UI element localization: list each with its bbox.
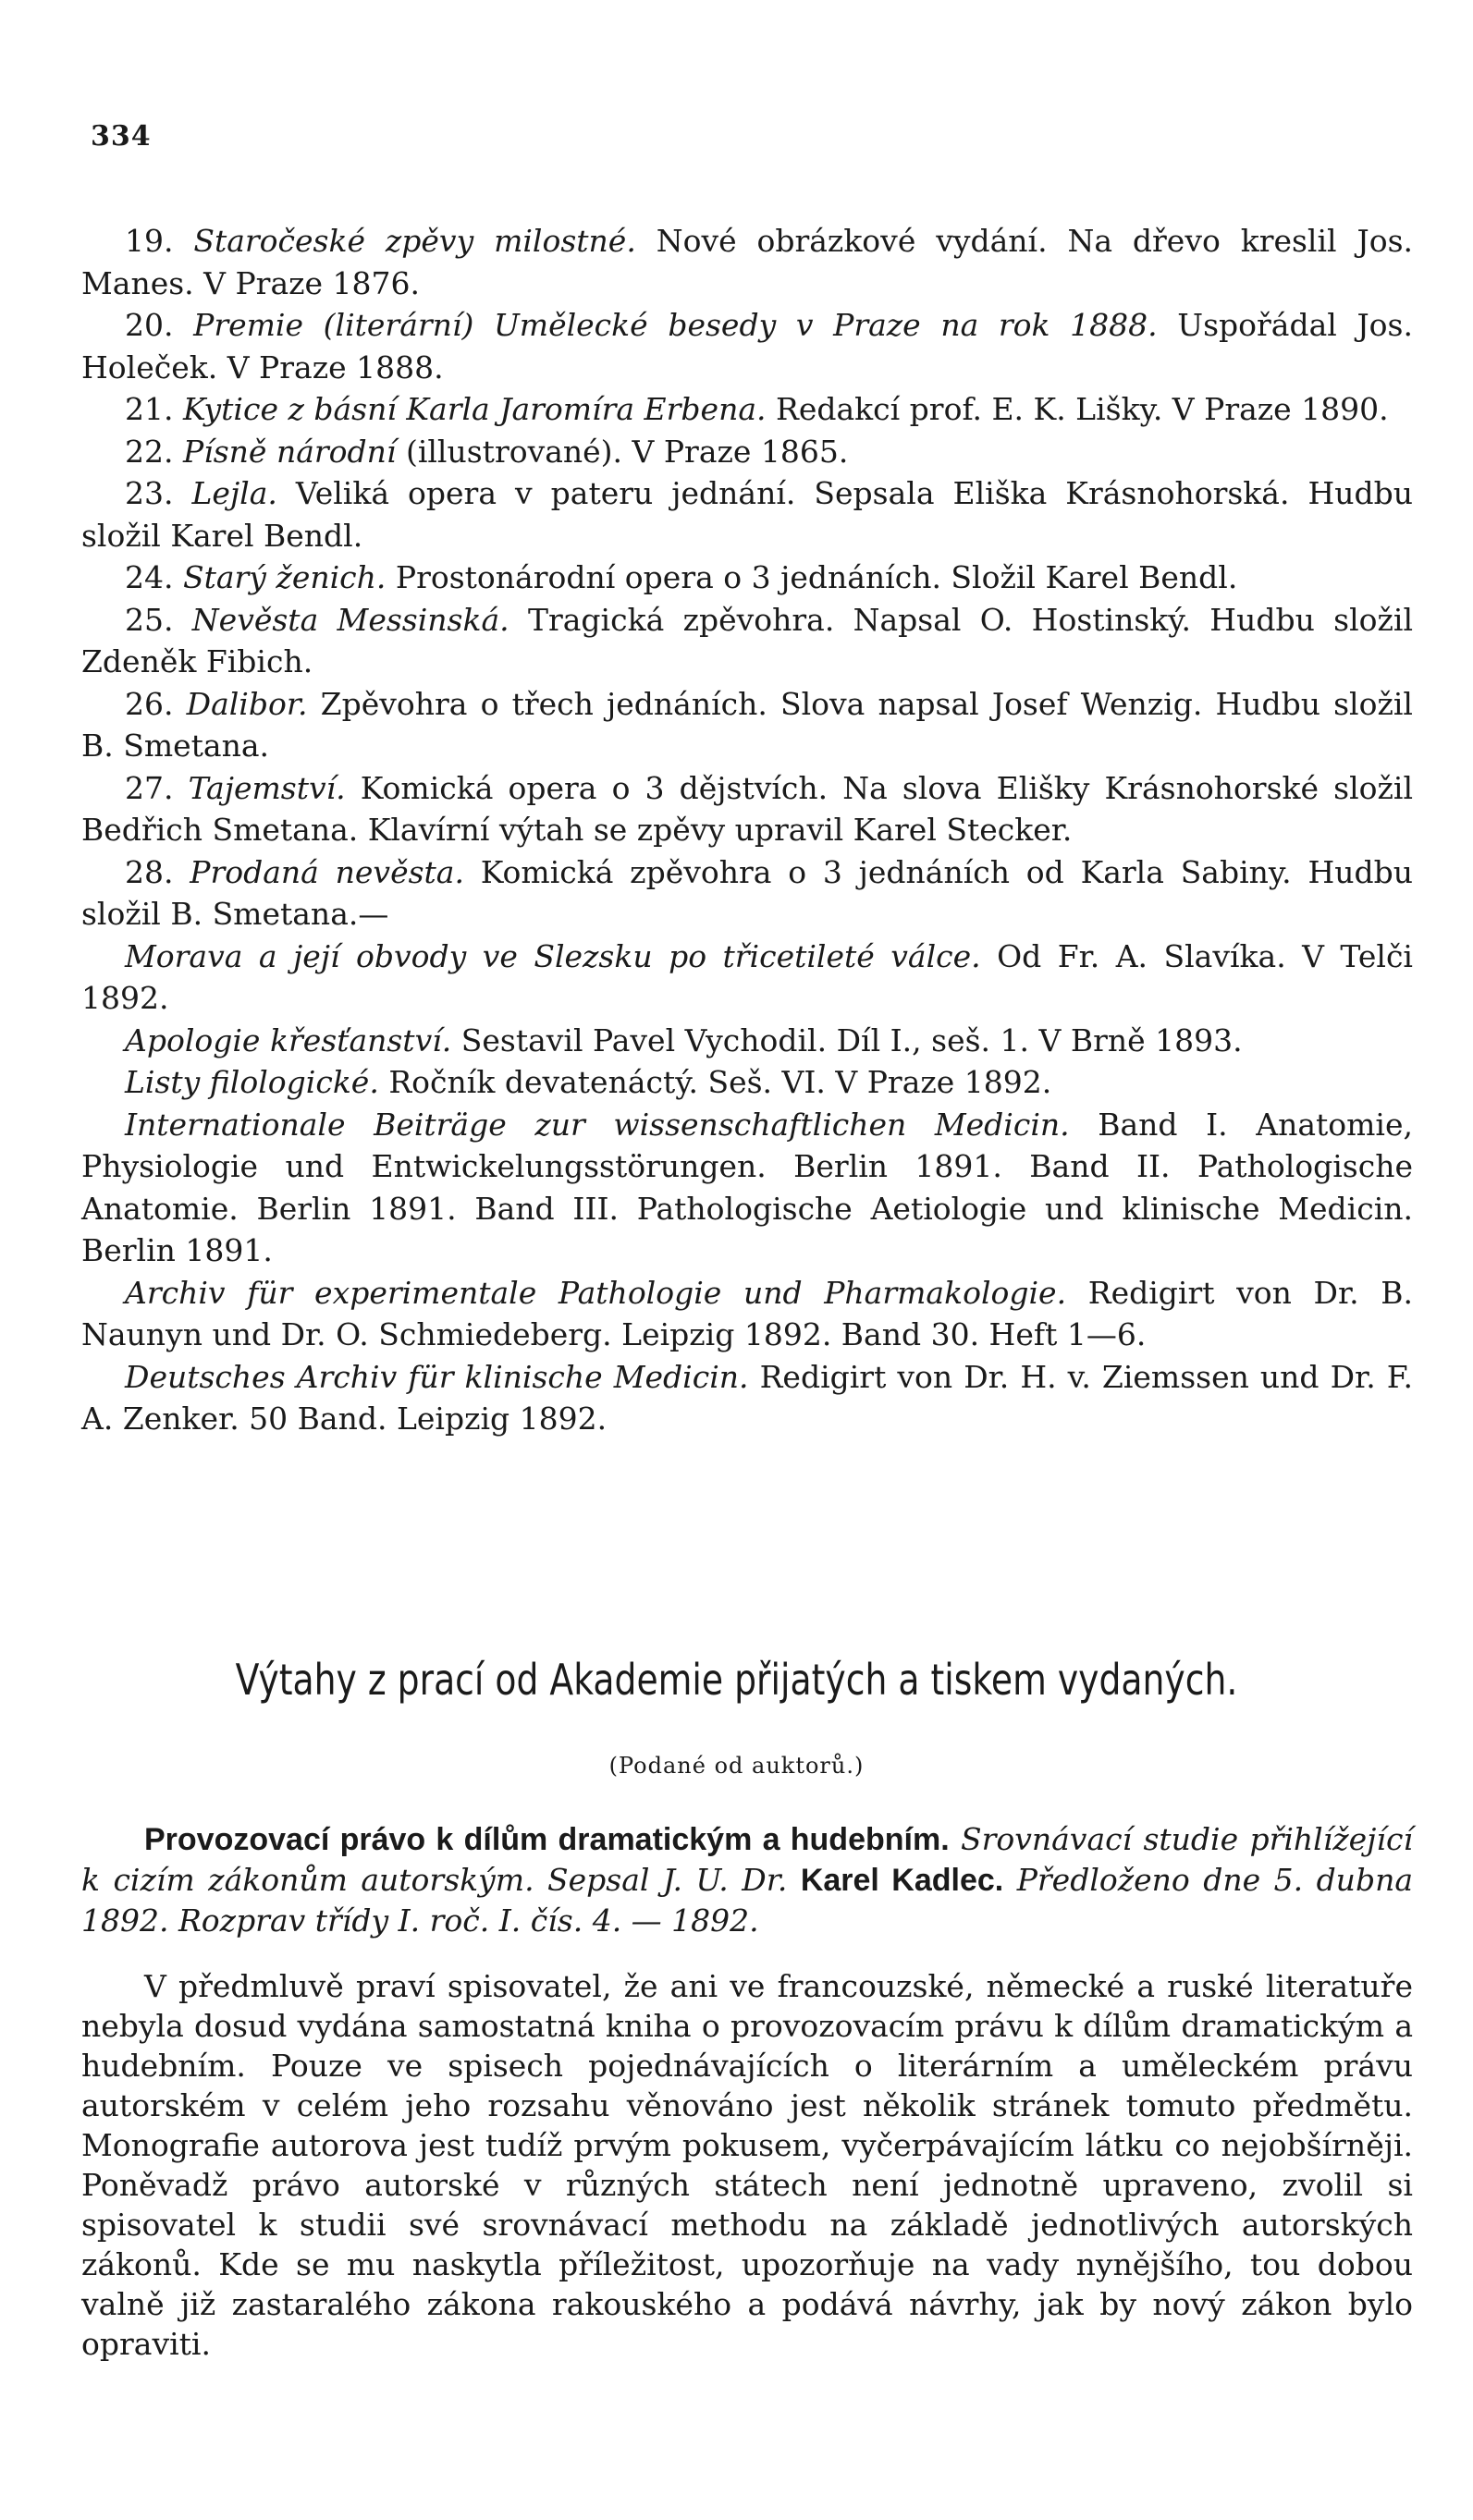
entry-details: Band I. Anatomie, Physiologie und Entwickelungsstörungen. Berlin 1891. Band II. Pathologische Anatomie. Berlin 1891. Band III. Pathologische Aetiologie und klinische Medicin. Berlin 1891. (81, 1106, 1413, 1268)
section-heading: Výtahy z prací od Akademie přijatých a tiskem vydaných. (235, 1655, 1238, 1705)
entry-details: Zpěvohra o třech jednáních. Slova napsal Josef Wenzig. Hudbu složil B. Smetana. (81, 685, 1413, 764)
bibliography-entry (81, 1020, 1413, 1062)
bibliography-entry (81, 936, 1413, 1020)
entry-number: 28. (125, 853, 174, 890)
entry-work-title: Apologie křesťanství. (125, 1021, 452, 1058)
entry-work-title: Staročeské zpěvy milostné. (193, 223, 636, 259)
entry-number: 24. (125, 559, 174, 595)
article-header (81, 1819, 1413, 1940)
entry-number: 22. (125, 433, 174, 470)
article-title: Provozovací právo k dílům dramatickým a hudebním. (144, 1822, 950, 1857)
entry-work-title: Internationale Beiträge zur wissenschaftlichen Medicin. (125, 1106, 1070, 1143)
bibliography-entry (81, 431, 1413, 473)
bibliography-entry (81, 1061, 1413, 1104)
entry-details: Redigirt von Dr. H. v. Ziemssen und Dr. F. A. Zenker. 50 Band. Leipzig 1892. (81, 1358, 1413, 1437)
entry-details: Komická zpěvohra o 3 jednáních od Karla Sabiny. Hudbu složil B. Smetana.— (81, 853, 1413, 932)
entry-work-title: Písně národní (182, 433, 397, 470)
entry-work-title: Deutsches Archiv für klinische Medicin. (125, 1358, 749, 1395)
bibliography-entry (81, 851, 1413, 936)
bibliography-entry (81, 1272, 1413, 1356)
entry-details: Uspořádal Jos. Holeček. V Praze 1888. (81, 307, 1413, 385)
bibliography-entry (81, 1356, 1413, 1440)
entries-list (81, 220, 1413, 1440)
entry-details: Redigirt von Dr. B. Naunyn und Dr. O. Schmiedeberg. Leipzig 1892. Band 30. Heft 1—6. (81, 1274, 1413, 1352)
entry-work-title: Nevěsta Messinská. (191, 601, 509, 638)
article-subtitle: Srovnávací studie přihlížející k cizím zákonům autorským. Sepsal J. U. Dr. (81, 1821, 1413, 1898)
entry-work-title: Lejla. (191, 475, 277, 511)
entry-details: (illustrované). V Praze 1865. (405, 433, 849, 470)
entry-details: Od Fr. A. Slavíka. V Telči 1892. (81, 937, 1413, 1016)
entry-details: Prostonárodní opera o 3 jednáních. Složil Karel Bendl. (395, 559, 1238, 595)
entry-details: Ročník devatenáctý. Seš. VI. V Praze 1892. (388, 1064, 1052, 1100)
entry-number: 25. (125, 601, 174, 638)
entry-work-title: Tajemství. (188, 769, 346, 806)
entry-number: 19. (125, 223, 174, 259)
entry-number: 21. (125, 391, 174, 427)
entry-details: Veliká opera v pateru jednání. Sepsala Eliška Krásnohorská. Hudbu složil Karel Bendl. (81, 475, 1413, 554)
entry-work-title: Premie (literární) Umělecké besedy v Praze na rok 1888. (193, 307, 1158, 343)
entry-work-title: Starý ženich. (182, 559, 387, 595)
bibliography-entry (81, 472, 1413, 557)
article (81, 1819, 1413, 2394)
bibliography-entry (81, 220, 1413, 304)
entry-work-title: Listy filologické. (125, 1064, 379, 1100)
bibliography-entry (81, 388, 1413, 431)
entry-details: Komická opera o 3 dějstvích. Na slova Elišky Krásnohorské složil Bedřich Smetana. Klavírní výtah se zpěvy upravil Karel Stecker. (81, 769, 1413, 848)
page-number: 334 (91, 120, 152, 153)
bibliography-entry (81, 304, 1413, 388)
bibliography-entry (81, 683, 1413, 767)
entry-number: 23. (125, 475, 174, 511)
bibliography-entry (81, 557, 1413, 599)
entry-work-title: Prodaná nevěsta. (190, 853, 464, 890)
bibliography-entry (81, 599, 1413, 683)
entry-work-title: Kytice z básní Karla Jaromíra Erbena. (182, 391, 767, 427)
entry-number: 26. (125, 685, 174, 722)
article-author: Karel Kadlec. (800, 1863, 1004, 1898)
entry-details: Tragická zpěvohra. Napsal O. Hostinský. Hudbu složil Zdeněk Fibich. (81, 601, 1414, 679)
entry-number: 27. (125, 769, 174, 806)
entry-details: Nové obrázkové vydání. Na dřevo kreslil Jos. Manes. V Praze 1876. (81, 223, 1413, 301)
entry-work-title: Dalibor. (186, 685, 308, 722)
section-subheading: (Podané od auktorů.) (608, 1753, 865, 1779)
entry-work-title: Archiv für experimentale Pathologie und Pharmakologie. (125, 1274, 1067, 1311)
article-presented: Předloženo dne 5. dubna 1892. Rozprav třídy I. roč. I. čís. 4. — 1892. (81, 1862, 1413, 1939)
entry-details: Redakcí prof. E. K. Lišky. V Praze 1890. (775, 391, 1389, 427)
entry-details: Sestavil Pavel Vychodil. Díl I., seš. 1. V Brně 1893. (460, 1021, 1243, 1058)
bibliography-entry (81, 1104, 1413, 1272)
article-body: V předmluvě praví spisovatel, že ani ve francouzské, německé a ruské literatuře nebyla dosud vydána samostatná kniha o provozovacím právu k dílům dramatickým a hudebním. Pouze ve spisech pojednávajících o literárním a uměleckém právu autorském v celém jeho rozsahu věnováno jest několik stránek tomuto předmětu. Monografie autorova jest tudíž prvým pokusem, vyčerpávajícím látku co nejobšírněji. Poněvadž právo autorské v různých státech není jednotně upraveno, zvolil si spisovatel k studii své srovnávací methodu na základě jednotlivých autorských zákonů. Kde se mu naskytla příležitost, upozorňuje na vady nynějšího, tou dobou valně již zastaralého zákona rakouského a podává návrhy, jak by nový zákon bylo opraviti. (81, 1968, 1413, 2362)
entry-number: 20. (125, 307, 174, 343)
entry-work-title: Morava a její obvody ve Slezsku po třicetileté válce. (125, 937, 981, 974)
bibliography-entry (81, 767, 1413, 851)
